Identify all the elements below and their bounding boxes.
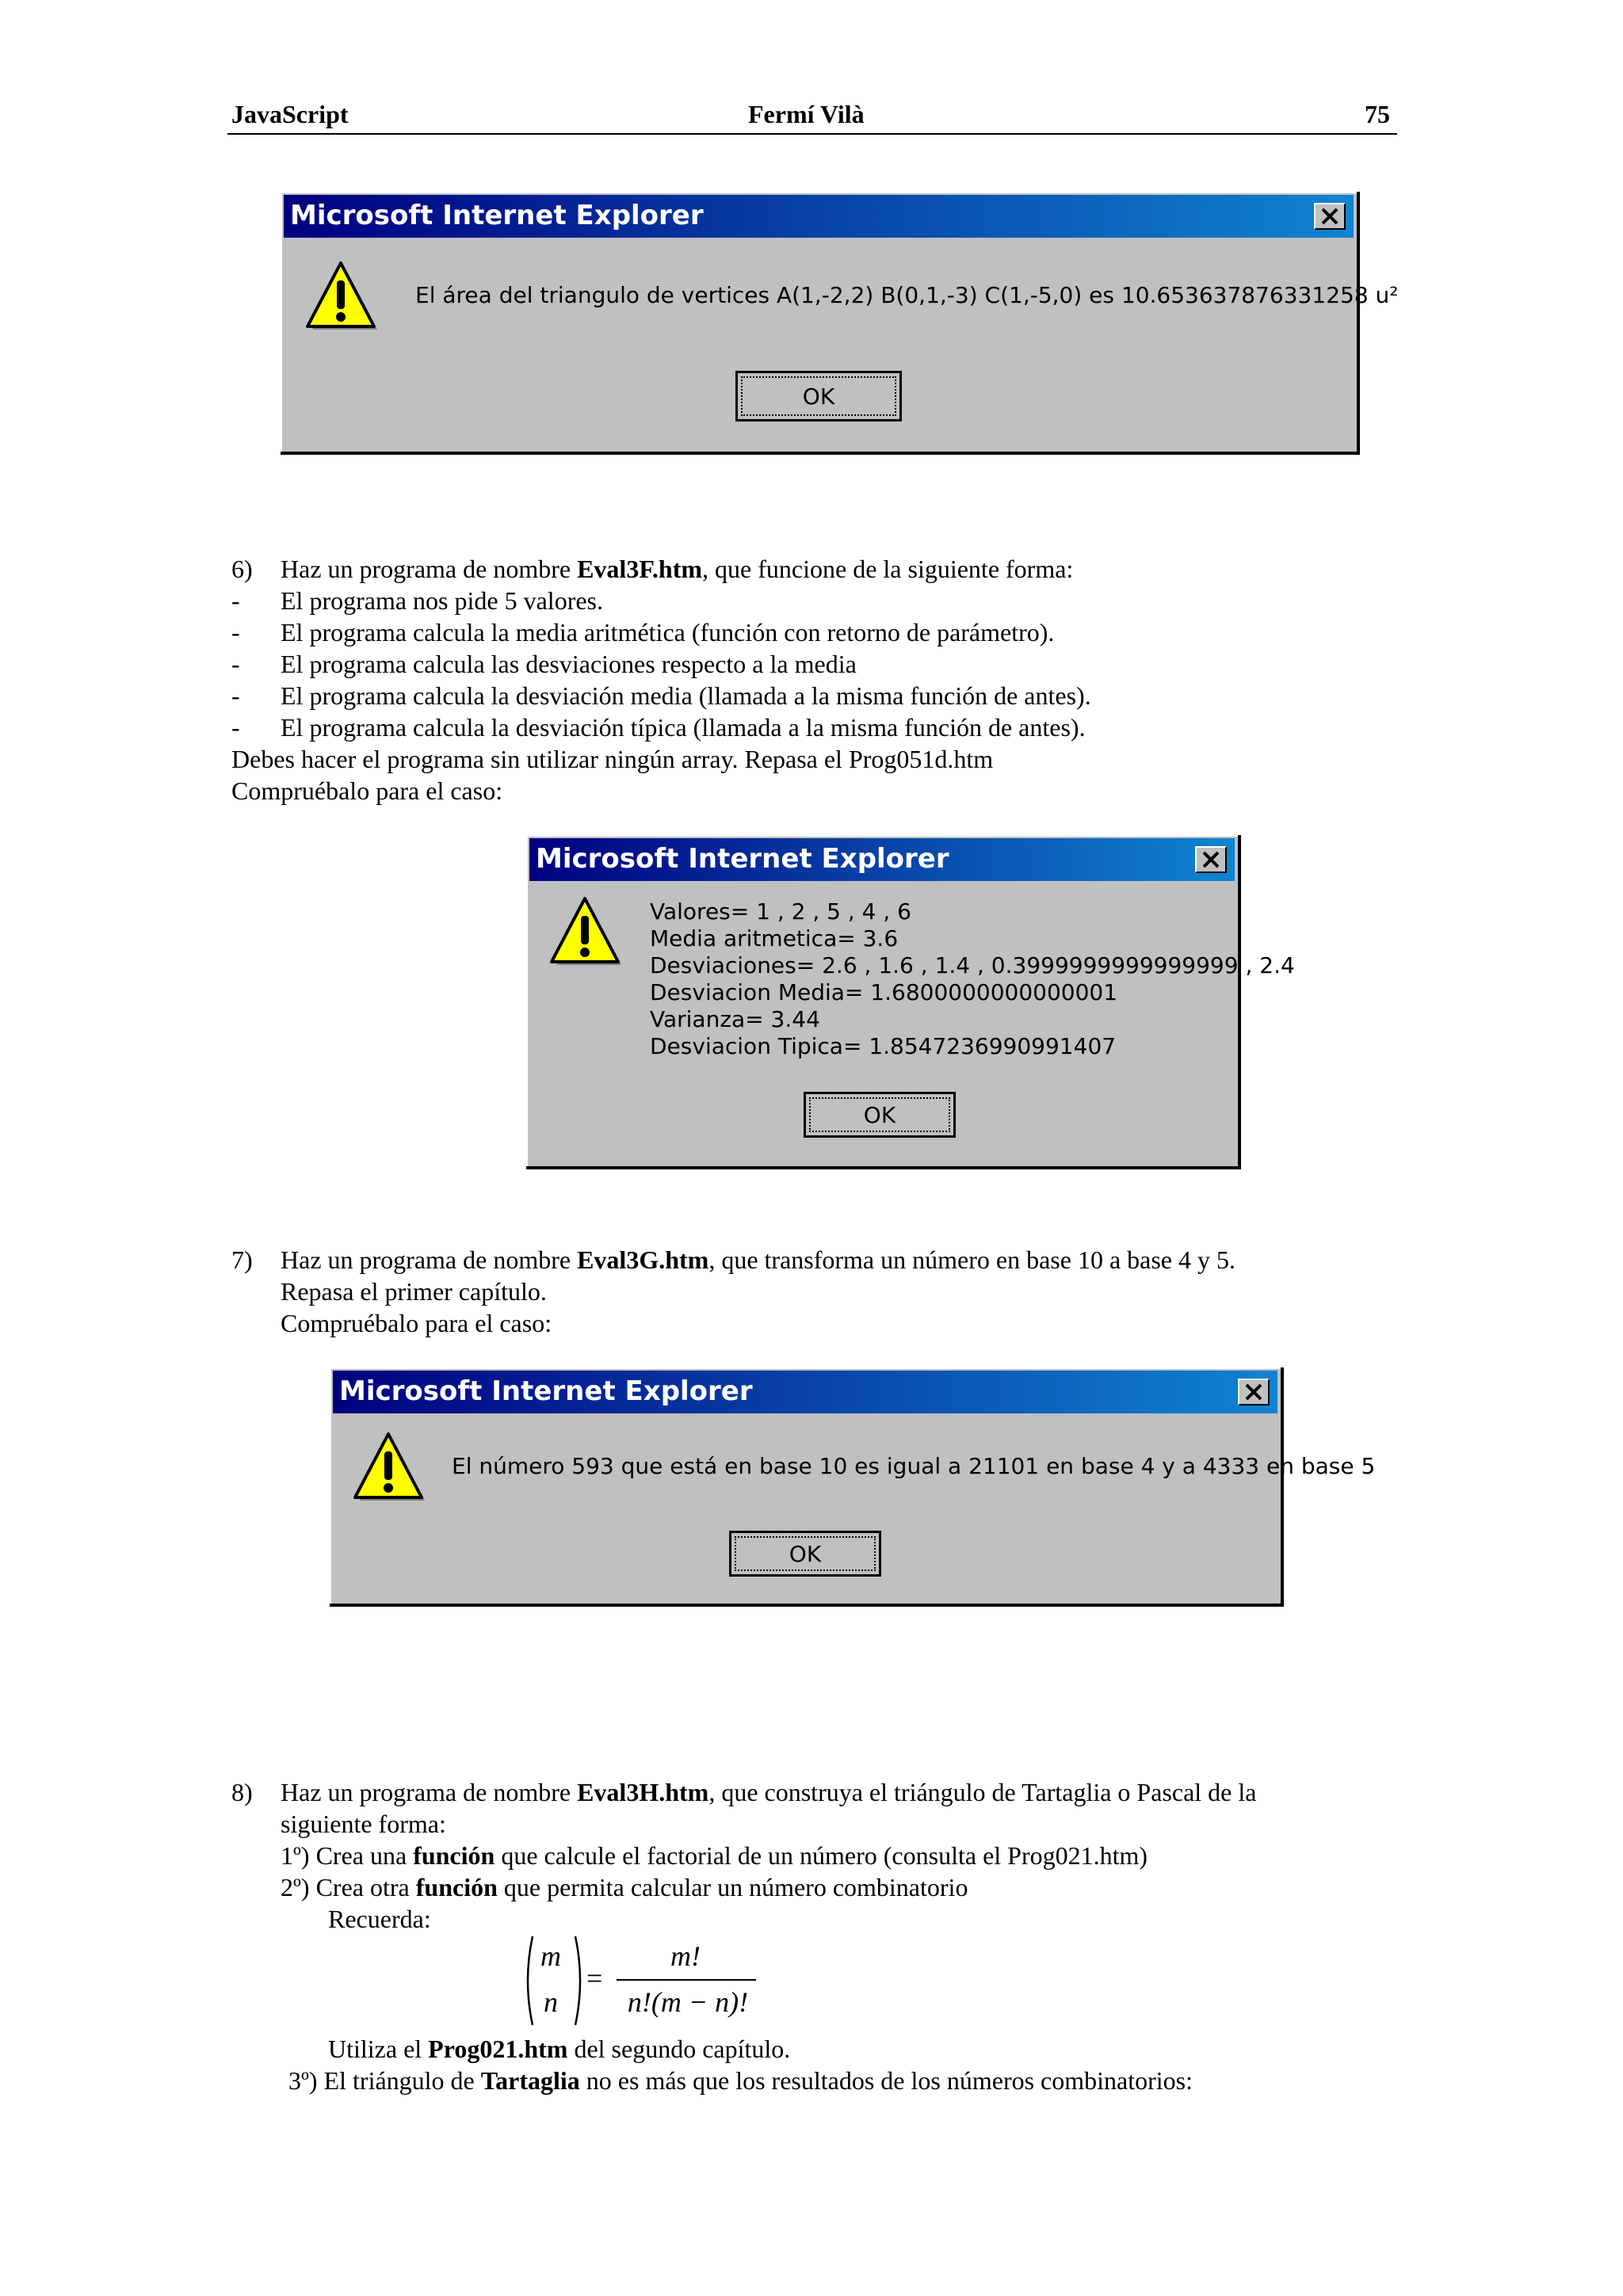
dialog-titlebar	[333, 1371, 1277, 1413]
formula-denominator: n!(m − n)!	[627, 1986, 749, 2018]
ex8-step3: 3º) El triángulo de Tartaglia no es más que los resultados de los números combinatorios:	[288, 2066, 1193, 2095]
dialog-message-line: Media aritmetica= 3.6	[650, 925, 899, 952]
ex7-number: 7)	[231, 1245, 253, 1274]
header-author: Fermí Vilà	[748, 100, 865, 128]
ok-label: OK	[809, 1097, 950, 1132]
close-icon	[1197, 848, 1225, 871]
ex8-step2: 2º) Crea otra función que permita calcular un número combinatorio	[281, 1873, 968, 1901]
bullet-dash: -	[231, 713, 240, 742]
ex8-line2: siguiente forma:	[281, 1810, 446, 1838]
ex6-filename: Eval3F.htm	[577, 555, 703, 583]
dialog-titlebar	[529, 838, 1235, 881]
dialog-message-line: Valores= 1 , 2 , 5 , 4 , 6	[650, 898, 911, 925]
ex7-line3: Compruébalo para el caso:	[281, 1309, 552, 1337]
formula-numerator: m!	[670, 1940, 701, 1972]
binomial-formula	[523, 1933, 761, 2028]
dialog-message-line: Desviacion Tipica= 1.8547236990991407	[650, 1033, 1117, 1059]
ex8-filename: Eval3H.htm	[577, 1778, 709, 1806]
formula-m: m	[540, 1940, 561, 1972]
formula-n: n	[544, 1986, 558, 2018]
ex8-number: 8)	[231, 1778, 253, 1806]
dialog-message: El área del triangulo de vertices A(1,-2,2) B(0,1,-3) C(1,-5,0) es 10.653637876331258 u²	[415, 282, 1399, 308]
dialog-message-line: Varianza= 3.44	[650, 1006, 820, 1032]
ex6-bullet-3: El programa calcula las desviaciones respecto a la media	[281, 650, 857, 678]
ex6-bullet-1: El programa nos pide 5 valores.	[281, 586, 603, 615]
ex6-bullet-5: El programa calcula la desviación típica (llamada a la misma función de antes).	[281, 713, 1086, 742]
header-rule	[227, 133, 1397, 135]
dialog-title: Microsoft Internet Explorer	[536, 843, 949, 875]
ex7-intro: Haz un programa de nombre Eval3G.htm, que transforma un número en base 10 a base 4 y 5.	[281, 1245, 1235, 1274]
warning-icon	[352, 1431, 428, 1507]
formula-equals: =	[586, 1962, 603, 1994]
bullet-dash: -	[231, 681, 240, 710]
bullet-dash: -	[231, 586, 240, 615]
ex6-bullet-4: El programa calcula la desviación media (llamada a la misma función de antes).	[281, 681, 1091, 710]
fraction-bar	[617, 1979, 756, 1981]
dialog-message: El número 593 que está en base 10 es igual a 21101 en base 4 y a 4333 en base 5	[452, 1453, 1376, 1479]
alert-dialog-base	[330, 1367, 1376, 1607]
close-button[interactable]	[1238, 1379, 1270, 1405]
dialog-title: Microsoft Internet Explorer	[290, 200, 704, 231]
ex8-step1: 1º) Crea una función que calcule el factorial de un número (consulta el Prog021.htm)	[281, 1841, 1148, 1870]
ok-button[interactable]	[729, 1531, 881, 1577]
close-icon	[1239, 1380, 1268, 1404]
ex6-number: 6)	[231, 555, 253, 583]
bullet-dash: -	[231, 650, 240, 678]
alert-dialog-stats	[526, 835, 1295, 1169]
dialog-message-line: Desviacion Media= 1.6800000000000001	[650, 979, 1118, 1005]
warning-icon	[548, 895, 624, 971]
ok-label: OK	[735, 1536, 876, 1571]
dialog-title: Microsoft Internet Explorer	[339, 1375, 753, 1407]
ok-button[interactable]	[804, 1092, 956, 1138]
ex6-check: Compruébalo para el caso:	[231, 776, 503, 805]
dialog-titlebar	[284, 195, 1354, 238]
ex6-note: Debes hacer el programa sin utilizar ningún array. Repasa el Prog051d.htm	[231, 745, 994, 773]
alert-dialog-area	[281, 192, 1399, 455]
ok-label: OK	[741, 376, 896, 416]
dialog-message-line: Desviaciones= 2.6 , 1.6 , 1.4 , 0.3999999999999999 , 2.4	[650, 952, 1295, 978]
ex8-recuerda: Recuerda:	[328, 1905, 431, 1933]
close-button[interactable]	[1314, 203, 1346, 230]
ex8-utiliza: Utiliza el Prog021.htm del segundo capítulo.	[328, 2035, 791, 2063]
warning-icon	[304, 260, 380, 336]
ok-button[interactable]	[735, 371, 902, 421]
bullet-dash: -	[231, 618, 240, 646]
ex7-line2: Repasa el primer capítulo.	[281, 1277, 547, 1306]
close-button[interactable]	[1195, 846, 1227, 873]
header-left: JavaScript	[231, 100, 349, 128]
ex8-intro: Haz un programa de nombre Eval3H.htm, que construya el triángulo de Tartaglia o Pascal de la	[281, 1778, 1257, 1806]
ex6-bullet-2: El programa calcula la media aritmética (función con retorno de parámetro).	[281, 618, 1055, 646]
ex6-intro: Haz un programa de nombre Eval3F.htm, que funcione de la siguiente forma:	[281, 555, 1074, 583]
page-number: 75	[1365, 100, 1390, 128]
ex7-filename: Eval3G.htm	[577, 1245, 709, 1274]
close-icon	[1316, 204, 1344, 228]
